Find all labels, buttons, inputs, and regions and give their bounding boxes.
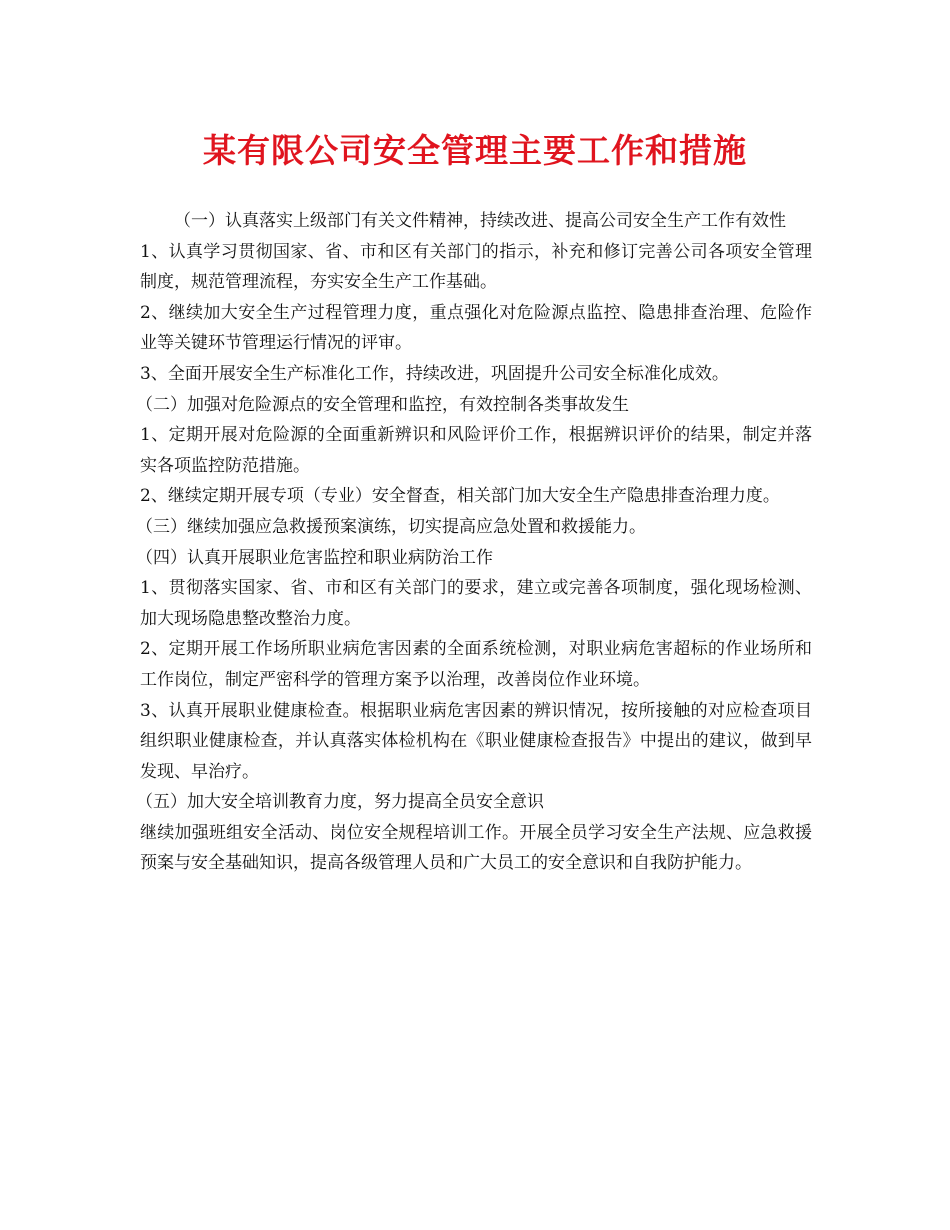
- document-body: [136, 206, 812, 879]
- paragraph-item: 1、定期开展对危险源的全面重新辨识和风险评价工作，根据辨识评价的结果，制定并落实各项监控防范措施。: [140, 425, 812, 476]
- paragraph-item: 1、认真学习贯彻国家、省、市和区有关部门的指示，补充和修订完善公司各项安全管理制度，规范管理流程，夯实安全生产工作基础。: [140, 241, 812, 293]
- paragraph-item: 2、继续定期开展专项（专业）安全督查，相关部门加大安全生产隐患排查治理力度。: [140, 486, 780, 507]
- paragraph-item: 2、定期开展工作场所职业病危害因素的全面系统检测，对职业病危害超标的作业场所和工作岗位，制定严密科学的管理方案予以治理，改善岗位作业环境。: [140, 639, 812, 690]
- paragraph-item: 1、贯彻落实国家、省、市和区有关部门的要求，建立或完善各项制度，强化现场检测、加大现场隐患整改整治力度。: [140, 578, 812, 629]
- paragraph-item: 3、全面开展安全生产标准化工作，持续改进，巩固提升公司安全标准化成效。: [140, 363, 729, 384]
- paragraph-item: 2、继续加大安全生产过程管理力度，重点强化对危险源点监控、隐患排查治理、危险作业等关键环节管理运行情况的评审。: [140, 302, 812, 354]
- section-heading-2: （二）加强对危险源点的安全管理和监控，有效控制各类事故发生: [136, 394, 629, 415]
- document-title: 某有限公司安全管理主要工作和措施: [203, 131, 747, 170]
- section-heading-3: （三）继续加强应急救援预案演练，切实提高应急处置和救援能力。: [136, 516, 646, 537]
- paragraph-item: 3、认真开展职业健康检查。根据职业病危害因素的辨识情况，按所接触的对应检查项目组织职业健康检查，并认真落实体检机构在《职业健康检查报告》中提出的建议，做到早发现、早治疗。: [140, 700, 812, 782]
- section-heading-4: （四）认真开展职业危害监控和职业病防治工作: [136, 547, 493, 568]
- section-heading-1: （一）认真落实上级部门有关文件精神，持续改进、提高公司安全生产工作有效性: [174, 211, 786, 231]
- section-heading-5: （五）加大安全培训教育力度，努力提高全员安全意识: [136, 792, 544, 813]
- paragraph-item: 继续加强班组安全活动、岗位安全规程培训工作。开展全员学习安全生产法规、应急救援预案与安全基础知识，提高各级管理人员和广大员工的安全意识和自我防护能力。: [140, 822, 812, 874]
